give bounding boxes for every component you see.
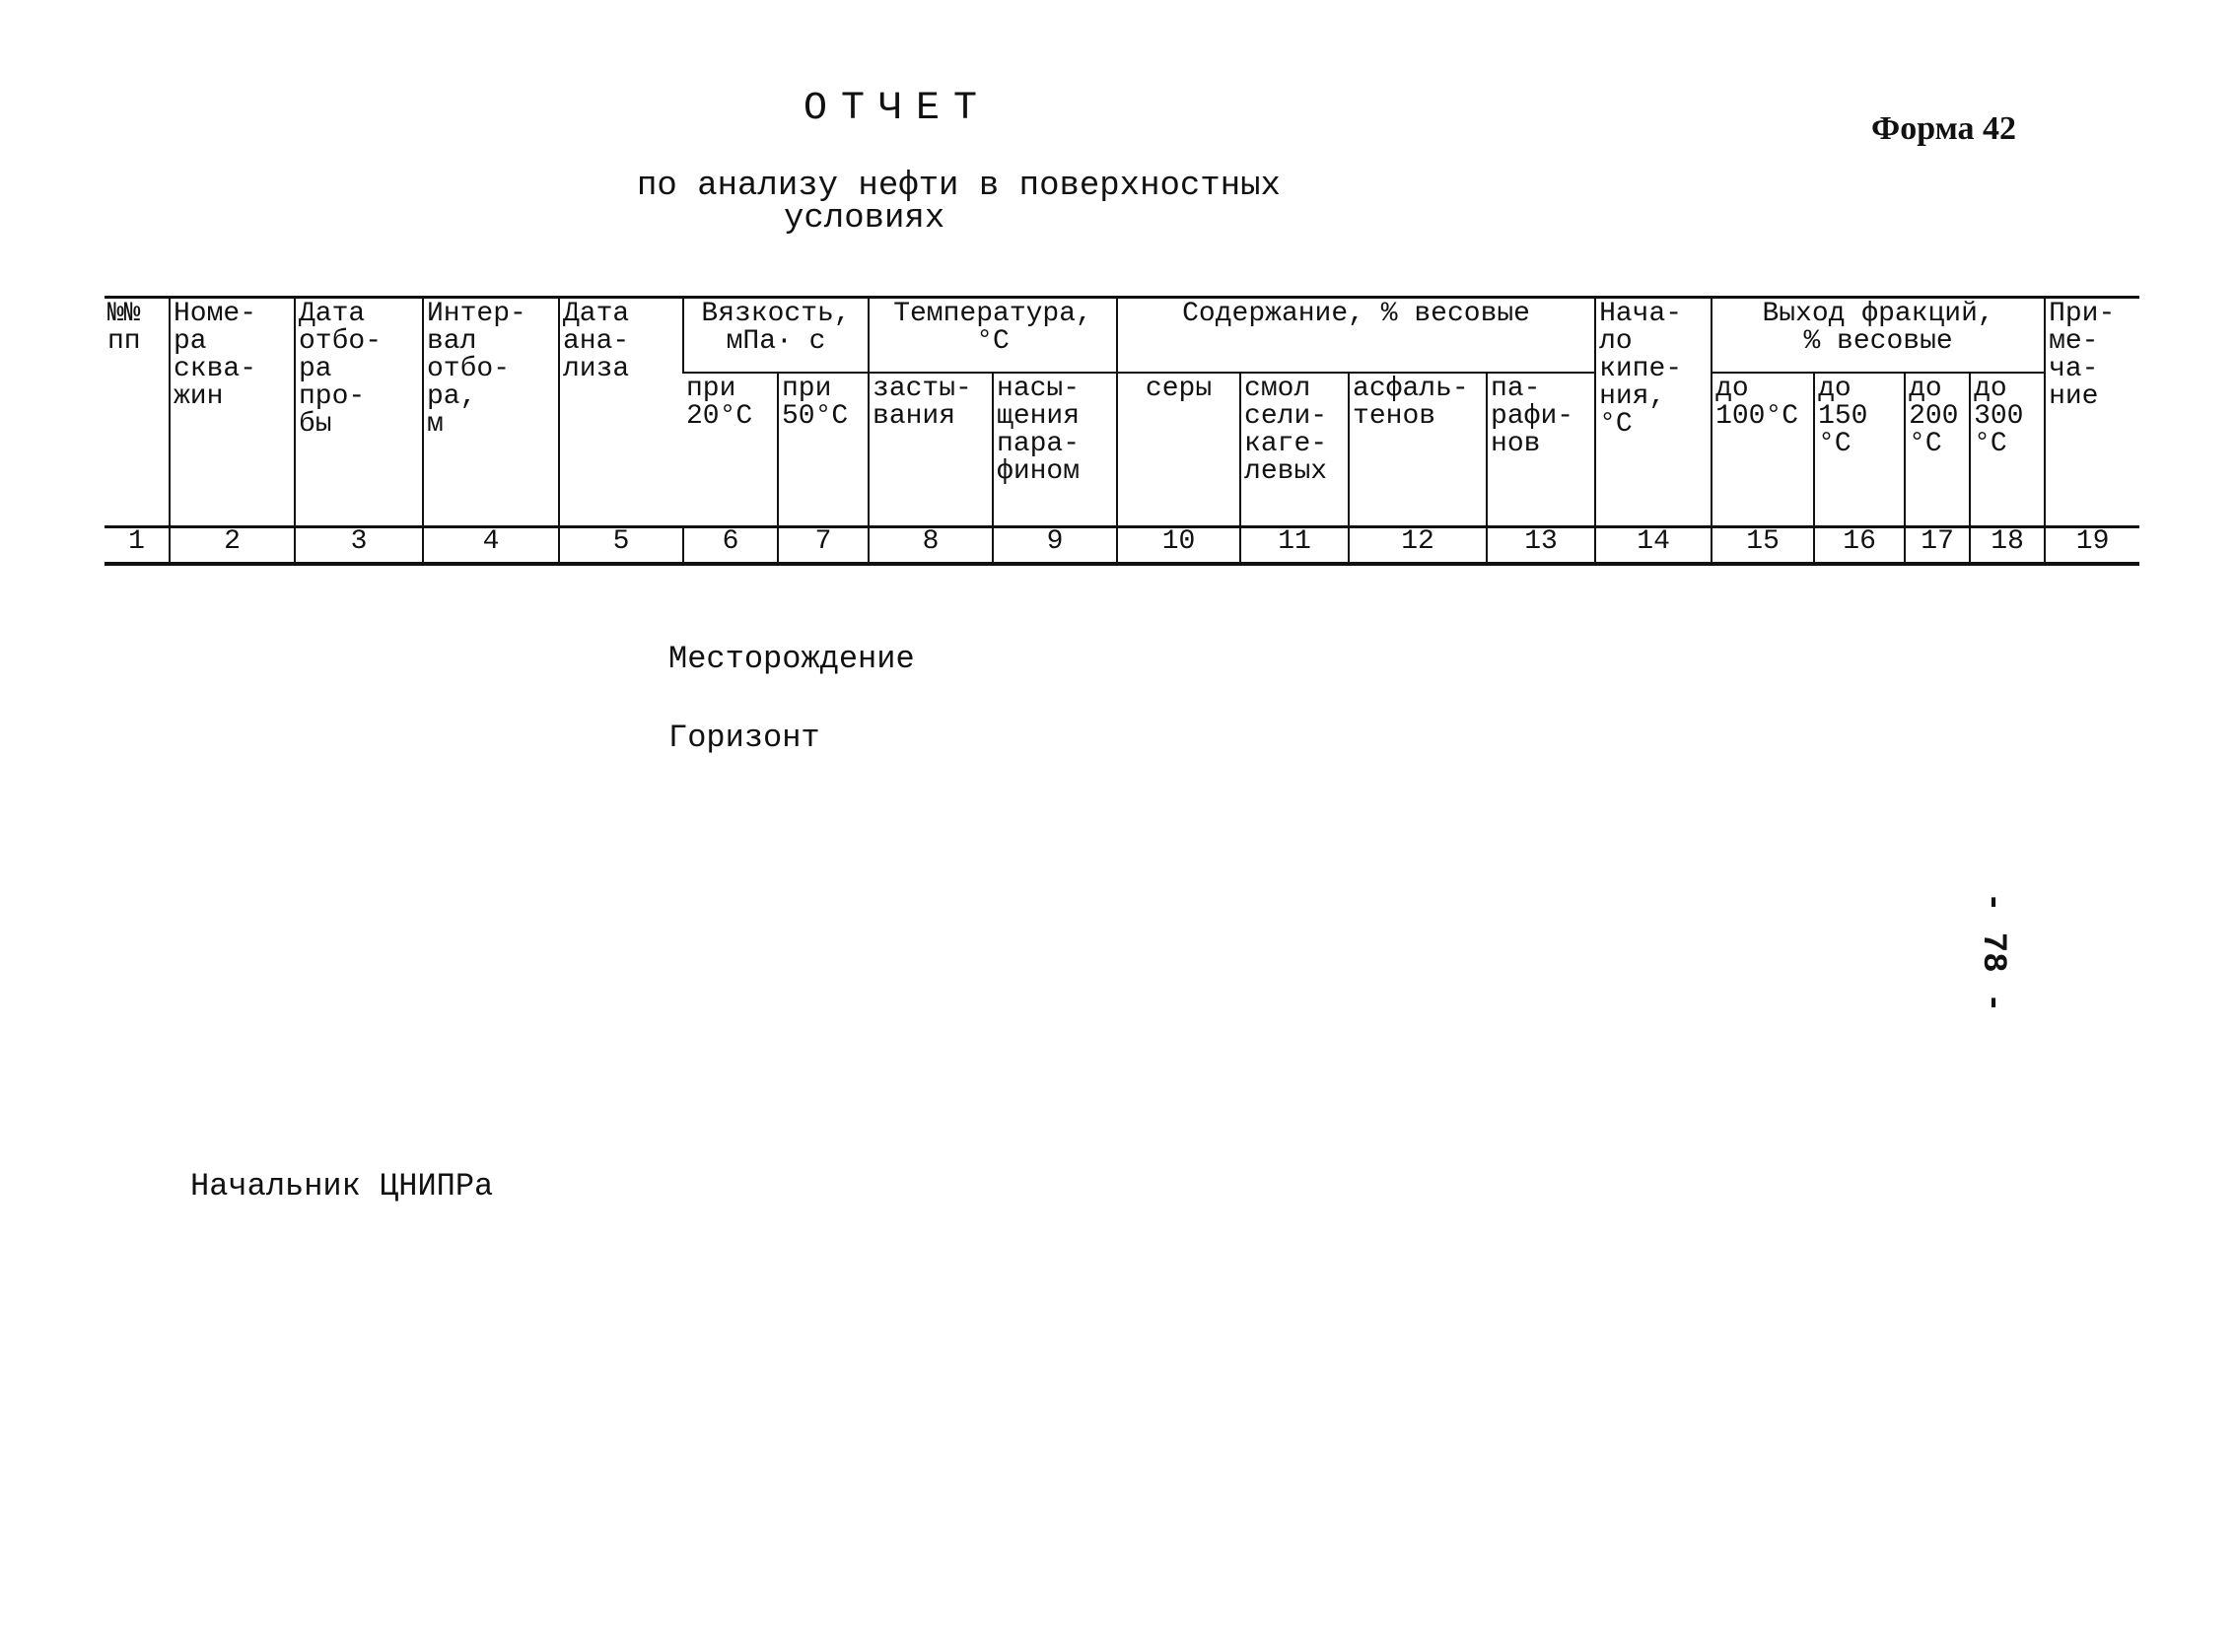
col-header-yield-100: до 100°С bbox=[1712, 373, 1814, 527]
column-number: 7 bbox=[778, 527, 869, 565]
group-header-temperature: Температура, °С bbox=[869, 298, 1117, 374]
col-header-analysis-date: Дата ана- лиза bbox=[559, 298, 683, 527]
col-header-asphaltenes: асфаль- тенов bbox=[1349, 373, 1487, 527]
group-header-content: Содержание, % весовые bbox=[1117, 298, 1595, 374]
col-header-paraffin-saturation: насы- щения пара- фином bbox=[993, 373, 1117, 527]
col-header-visc-20: при 20°С bbox=[686, 374, 753, 432]
col-header-boiling-start: Нача- ло кипе- ния, °С bbox=[1595, 298, 1712, 527]
column-number: 13 bbox=[1487, 527, 1595, 565]
chief-signature-label: Начальник ЦНИПРа bbox=[190, 1168, 494, 1205]
column-number: 5 bbox=[559, 527, 683, 565]
column-number: 4 bbox=[423, 527, 559, 565]
column-number: 17 bbox=[1905, 527, 1970, 565]
column-number: 6 bbox=[683, 527, 778, 565]
column-number: 16 bbox=[1814, 527, 1905, 565]
column-number: 3 bbox=[295, 527, 423, 565]
group-header-fraction-yield: Выход фракций, % весовые bbox=[1712, 298, 2045, 374]
column-number: 8 bbox=[869, 527, 993, 565]
column-number: 14 bbox=[1595, 527, 1712, 565]
col-header-sample-date: Дата отбо- ра про- бы bbox=[295, 298, 423, 527]
column-number: 11 bbox=[1240, 527, 1349, 565]
report-subtitle-line2: условиях bbox=[784, 200, 945, 238]
col-header-yield-300: до 300 °С bbox=[1970, 373, 2045, 527]
col-header-num: №№ пп bbox=[107, 299, 141, 357]
column-number: 18 bbox=[1970, 527, 2045, 565]
col-header-note: При- ме- ча- ние bbox=[2045, 298, 2139, 527]
col-header-yield-200: до 200 °С bbox=[1905, 373, 1970, 527]
column-number: 2 bbox=[170, 527, 295, 565]
column-number: 12 bbox=[1349, 527, 1487, 565]
col-header-paraffins: па- рафи- нов bbox=[1487, 373, 1595, 527]
col-header-resins: смол сели- каге- левых bbox=[1240, 373, 1349, 527]
page-number: - 78 - bbox=[1974, 892, 2011, 1013]
col-header-well: Номе- ра сква- жин bbox=[170, 298, 295, 527]
column-number: 19 bbox=[2045, 527, 2139, 565]
col-header-interval: Интер- вал отбо- ра, м bbox=[423, 298, 559, 527]
col-header-visc-50: при 50°С bbox=[778, 373, 869, 527]
column-number: 1 bbox=[105, 527, 170, 565]
deposit-label: Месторождение bbox=[668, 641, 915, 677]
column-number: 9 bbox=[993, 527, 1117, 565]
horizon-label: Горизонт bbox=[668, 720, 820, 756]
form-number: Форма 42 bbox=[1871, 110, 2017, 147]
column-number: 15 bbox=[1712, 527, 1814, 565]
oil-analysis-table bbox=[105, 296, 2139, 566]
col-header-yield-150: до 150 °С bbox=[1814, 373, 1905, 527]
col-header-sulfur: серы bbox=[1117, 373, 1240, 527]
group-header-viscosity: Вязкость, мПа· с bbox=[683, 298, 869, 374]
col-header-pour-point: засты- вания bbox=[869, 373, 993, 527]
column-number-row bbox=[105, 527, 2139, 565]
report-subtitle-line1: по анализу нефти в поверхностных bbox=[637, 168, 1281, 205]
column-number: 10 bbox=[1117, 527, 1240, 565]
report-title: ОТЧЕТ bbox=[804, 87, 992, 131]
